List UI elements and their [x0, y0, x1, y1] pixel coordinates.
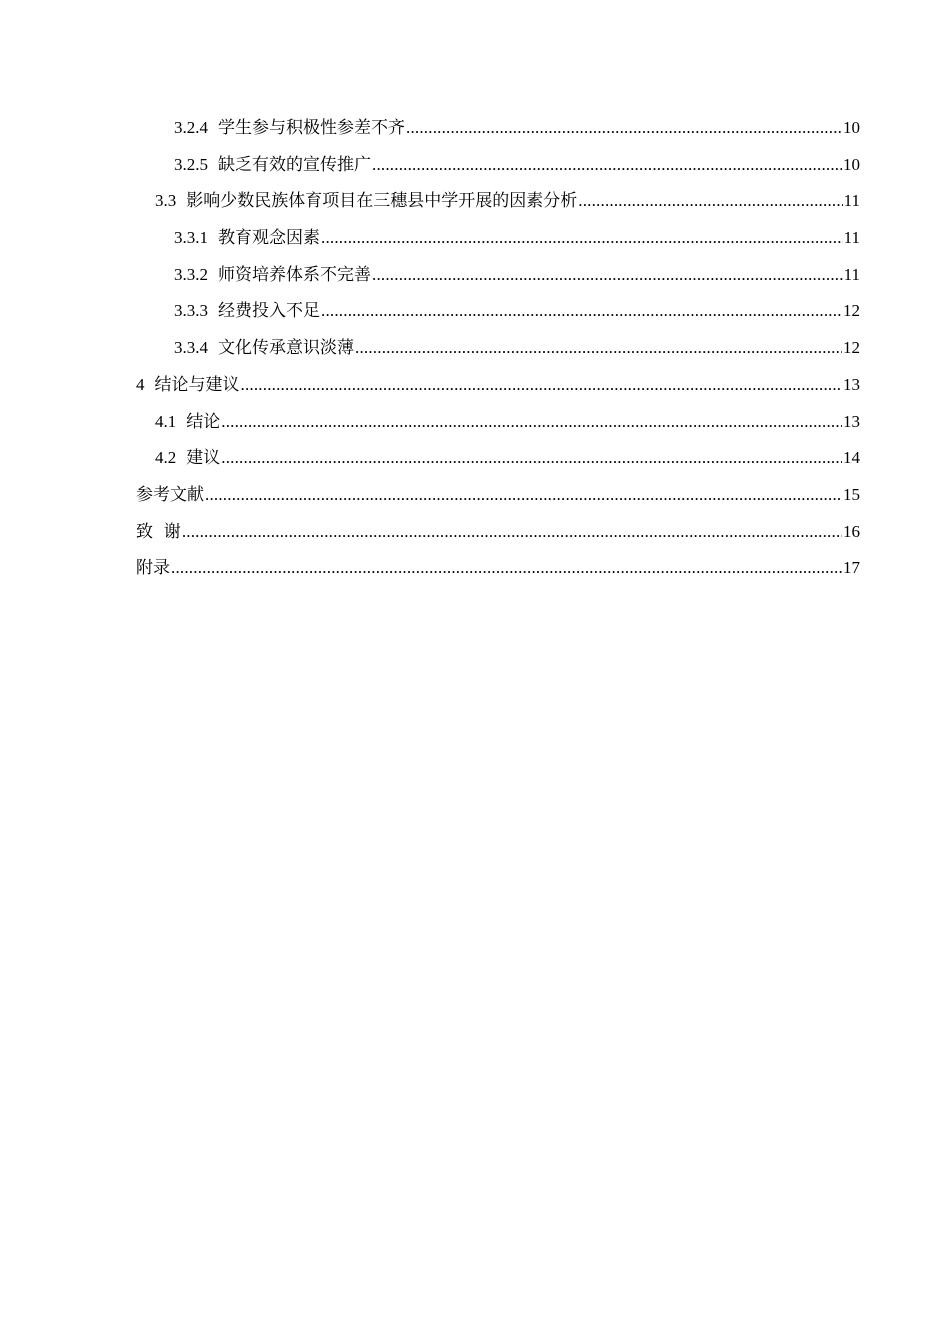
- toc-entry-page: 12: [843, 301, 860, 321]
- toc-dot-leader: [406, 114, 842, 142]
- toc-entry-title: 致 谢: [136, 521, 181, 542]
- toc-entry-number: 3.3.4: [174, 338, 208, 358]
- toc-entry-title: 文化传承意识淡薄: [218, 338, 354, 359]
- toc-entry[interactable]: [136, 297, 860, 334]
- toc-dot-leader: [321, 297, 842, 325]
- toc-entry[interactable]: [136, 151, 860, 188]
- toc-dot-leader: [205, 481, 842, 509]
- toc-entry[interactable]: [136, 444, 860, 481]
- toc-entry[interactable]: [136, 371, 860, 408]
- toc-entry-title: 教育观念因素: [218, 228, 320, 249]
- toc-entry-page: 10: [843, 154, 860, 174]
- toc-dot-leader: [221, 408, 842, 436]
- toc-entry-number: 3.2.4: [174, 118, 208, 137]
- toc-entry-page: 15: [843, 484, 860, 504]
- toc-entry-number: 3.2.5: [174, 154, 208, 174]
- toc-entry-page: 14: [843, 448, 860, 468]
- toc-dot-leader: [241, 371, 843, 399]
- toc-entry-number: 3.3.1: [174, 228, 208, 248]
- toc-entry-title: 参考文献: [136, 484, 204, 505]
- toc-entry[interactable]: [136, 518, 860, 555]
- toc-entry-page: 12: [843, 338, 860, 358]
- toc-entry-title: 建议: [186, 448, 221, 469]
- table-of-contents: [136, 114, 860, 591]
- toc-entry-title: 经费投入不足: [218, 301, 320, 322]
- toc-entry-number: 3.3: [155, 191, 177, 211]
- toc-entry[interactable]: [136, 334, 860, 371]
- toc-entry-page: 13: [843, 374, 860, 394]
- toc-entry-title: 缺乏有效的宣传推广: [218, 154, 371, 175]
- toc-entry[interactable]: [136, 408, 860, 445]
- toc-entry[interactable]: [136, 481, 860, 518]
- toc-entry-title: 附录: [136, 558, 170, 579]
- toc-entry-page: 10: [843, 118, 860, 137]
- toc-dot-leader: [372, 261, 843, 289]
- toc-entry[interactable]: [136, 224, 860, 261]
- toc-entry-page: 11: [843, 264, 860, 284]
- toc-entry-page: 17: [843, 558, 860, 578]
- toc-entry[interactable]: [136, 114, 860, 151]
- toc-dot-leader: [171, 554, 842, 582]
- toc-dot-leader: [321, 224, 843, 252]
- toc-dot-leader: [221, 444, 842, 472]
- toc-entry-title: 结论: [186, 411, 221, 432]
- toc-entry[interactable]: [136, 554, 860, 591]
- toc-entry-page: 16: [843, 521, 860, 541]
- toc-entry[interactable]: [136, 261, 860, 298]
- toc-entry-page: 13: [843, 411, 860, 431]
- toc-entry-title: 结论与建议: [154, 374, 240, 395]
- toc-entry[interactable]: [136, 187, 860, 224]
- toc-entry-title: 师资培养体系不完善: [218, 264, 371, 285]
- toc-entry-page: 11: [843, 228, 860, 248]
- toc-entry-title: 影响少数民族体育项目在三穗县中学开展的因素分析: [186, 191, 578, 212]
- toc-dot-leader: [578, 187, 842, 215]
- toc-entry-number: 4.1: [155, 411, 177, 431]
- toc-entry-number: 4.2: [155, 448, 177, 468]
- toc-entry-number: 4: [136, 374, 145, 394]
- toc-dot-leader: [355, 334, 842, 362]
- toc-dot-leader: [182, 518, 842, 546]
- toc-entry-number: 3.3.3: [174, 301, 208, 321]
- toc-dot-leader: [372, 151, 842, 179]
- toc-entry-number: 3.3.2: [174, 264, 208, 284]
- toc-entry-page: 11: [843, 191, 860, 211]
- toc-entry-title: 学生参与积极性参差不齐: [218, 118, 405, 138]
